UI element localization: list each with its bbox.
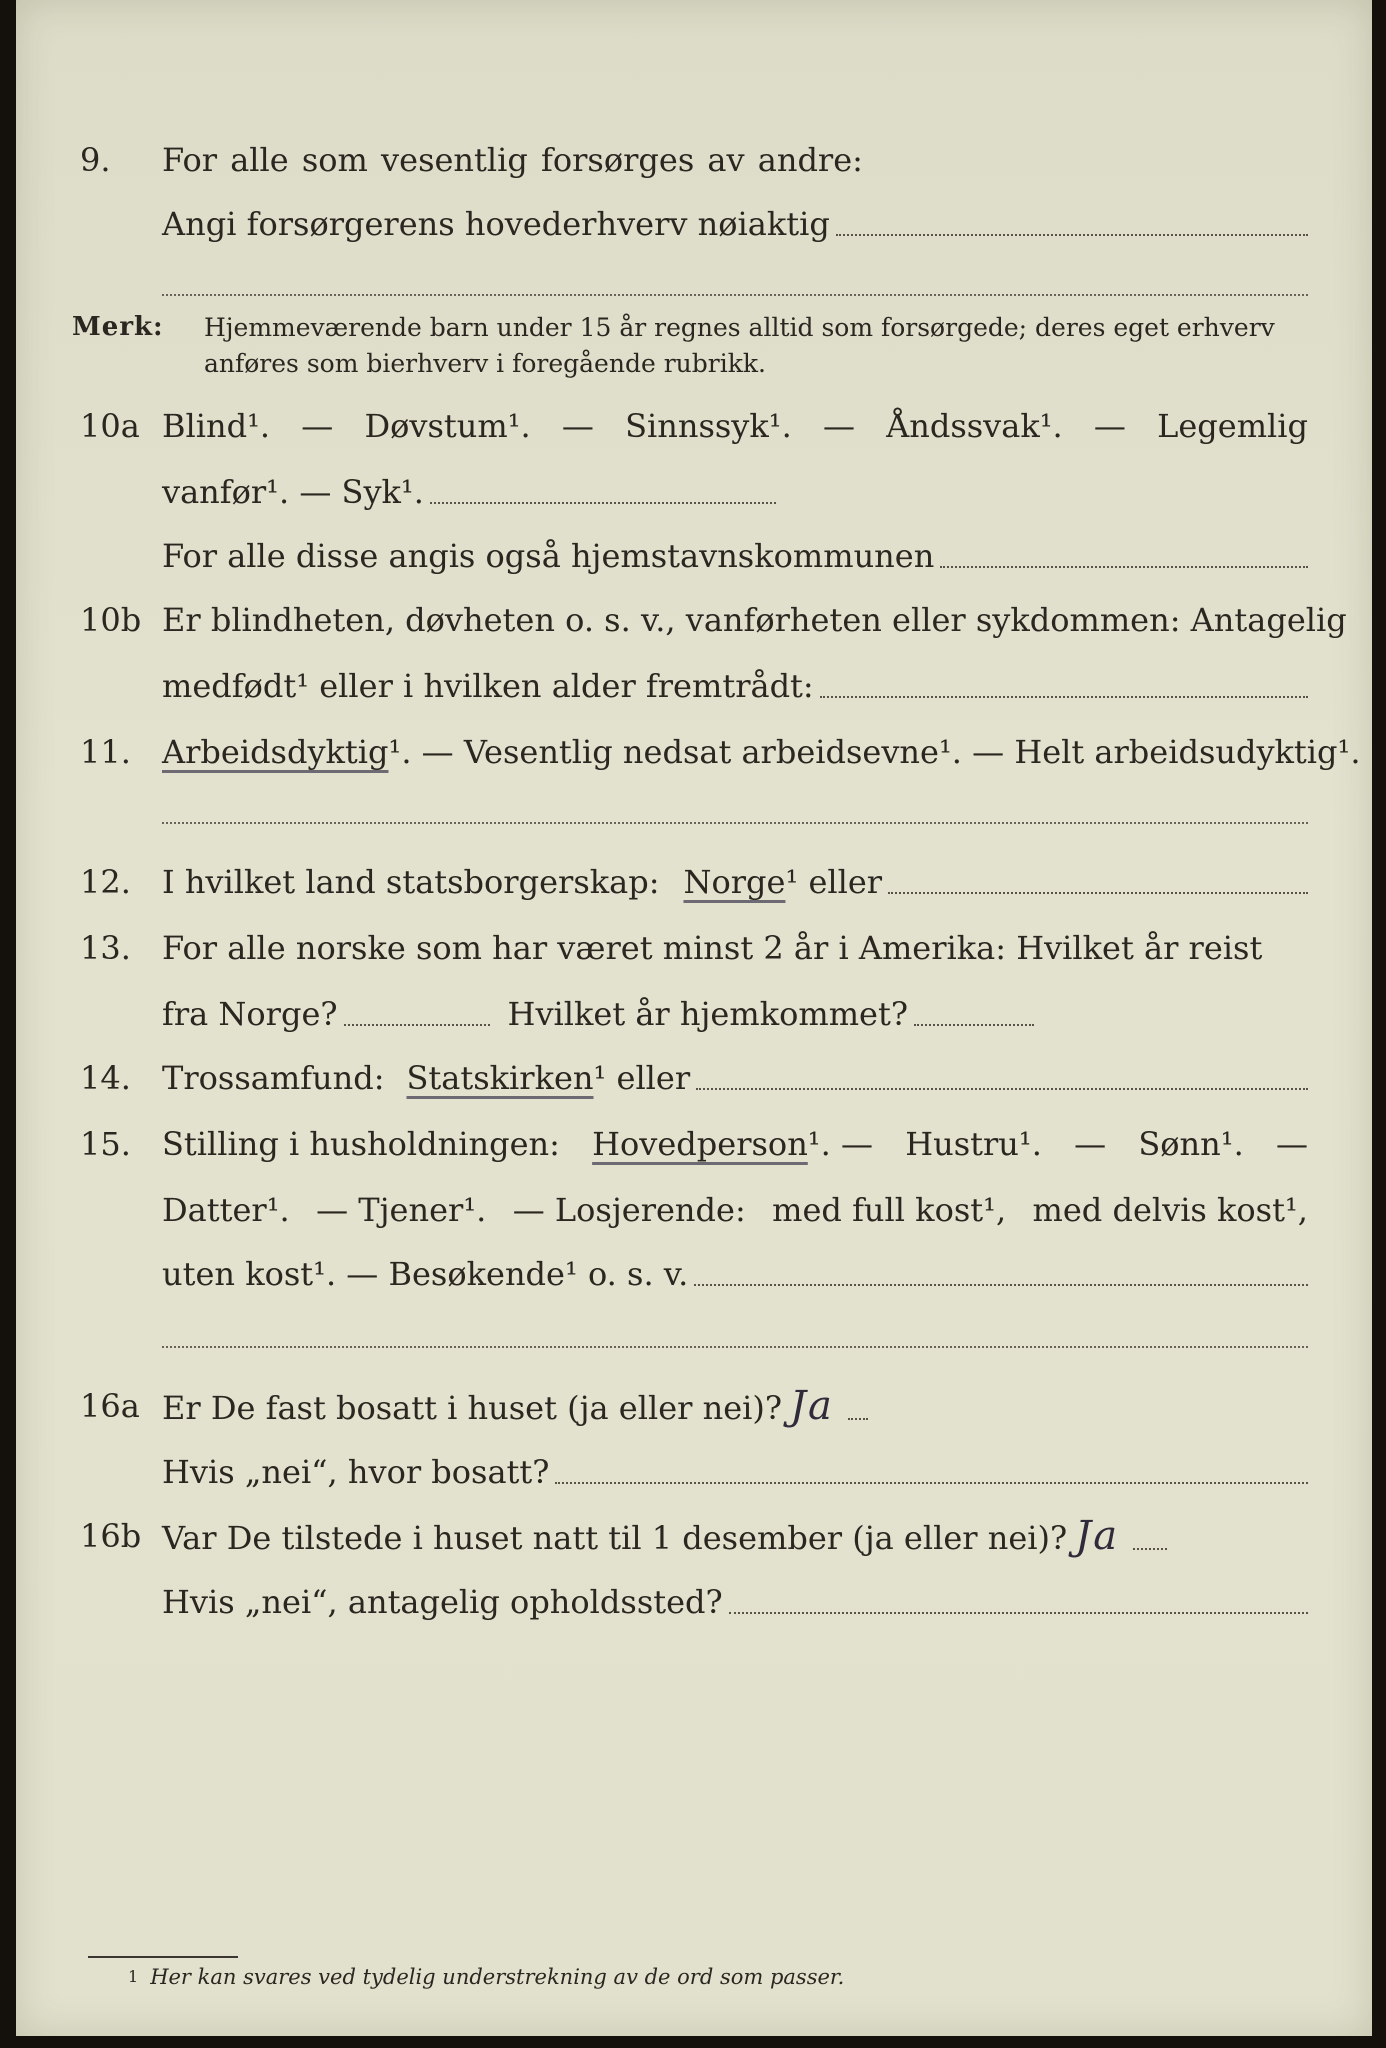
answer-line[interactable] [162,820,1308,824]
handwritten-answer[interactable]: Ja [790,1383,834,1429]
answer-line[interactable] [940,565,1308,568]
question-15-line-3 [16,1254,1372,1294]
question-text: Angi forsørgerens hovederhverv nøiaktig [162,205,830,243]
option-statskirken-underlined [407,1058,594,1098]
question-9 [16,140,1372,180]
question-10b [16,600,1372,640]
dash: — [1275,1125,1308,1163]
answer-line[interactable] [848,1417,868,1420]
question-text: Hvilket år hjemkommet? [507,995,908,1033]
question-number: 10b [80,601,142,639]
question-number: 9. [80,141,111,179]
question-text: Stilling i husholdningen: [162,1125,560,1163]
answer-line[interactable] [430,501,776,504]
answer-line[interactable] [344,1023,490,1026]
question-number: 14. [80,1059,131,1097]
answer-line[interactable] [820,695,1308,698]
answer-line[interactable] [555,1481,1308,1484]
question-12 [16,862,1372,902]
question-10a-line-2 [16,472,1372,512]
question-text: ¹ eller [593,1059,691,1097]
note-text: Hjemmeværende barn under 15 år regnes alltid som forsørgede; deres eget erhverv anføres som bierhverv i foregående rubrikk. [204,313,1275,378]
answer-line[interactable] [694,1283,1308,1286]
option-norge-underlined [683,862,785,902]
question-text: Var De tilstede i huset natt til 1 desember (ja eller nei)? [162,1519,1068,1557]
answer-line[interactable] [162,292,1308,296]
question-13-line-2 [16,994,1372,1034]
question-text: medfødt¹ eller i hvilken alder fremtrådt: [162,667,814,705]
option-sinnssyk: Sinnssyk¹. [625,407,792,445]
question-15-line-2 [16,1190,1372,1230]
census-form-page [16,0,1372,2036]
answer-line[interactable] [729,1611,1308,1614]
question-text: For alle disse angis også hjemstavnskommunen [162,537,935,575]
question-text: For alle som vesentlig forsørges av andre: [162,141,863,179]
question-11 [16,732,1372,772]
answer-line[interactable] [836,233,1308,236]
question-16a-line-2 [16,1452,1372,1492]
option-blind: Blind¹. [162,407,271,445]
footnote-mark: 1 [128,1967,139,1986]
option-datter: Datter¹. [162,1191,290,1229]
question-text: Er De fast bosatt i huset (ja eller nei)? [162,1389,783,1427]
answer-line[interactable] [914,1023,1034,1026]
question-number: 15. [80,1125,131,1163]
question-text: uten kost¹. — Besøkende¹ o. s. v. [162,1255,689,1293]
footnote [128,1962,844,1994]
answer-line[interactable] [162,1344,1308,1348]
option-hovedperson-underlined[interactable]: Hovedperson [592,1125,808,1163]
question-10a-line-3 [16,536,1372,576]
option-legemlig: Legemlig [1157,407,1308,445]
option-sonn: Sønn¹. [1138,1125,1244,1163]
question-14 [16,1058,1372,1098]
dash: — [1074,1125,1107,1163]
dash: — [561,407,594,445]
question-10a [16,406,1372,446]
footnote-text: Her kan svares ved tydelig understrekning av de ord som passer. [150,1965,845,1989]
option-label[interactable]: Statskirken [406,1059,594,1097]
question-9-line-2 [16,204,1372,244]
question-text: Er blindheten, døvheten o. s. v., vanførheten eller sykdommen: Antagelig [162,601,1347,639]
question-number: 11. [80,733,131,771]
dash: — [822,407,855,445]
question-13 [16,928,1372,968]
question-text: ¹ eller [785,863,883,901]
question-text: I hvilket land statsborgerskap: [162,863,660,901]
question-text: ¹. — [807,1125,873,1163]
question-10b-line-2 [16,666,1372,706]
question-text: ¹. — Vesentlig nedsat arbeidsevne¹. — Helt arbeidsudyktig¹. [388,733,1361,771]
question-number: 13. [80,929,131,967]
option-hustru: Hustru¹. [905,1125,1042,1163]
answer-line[interactable] [888,891,1308,894]
footnote-rule [88,1956,238,1958]
question-16b-line-2 [16,1582,1372,1622]
answer-line[interactable] [696,1087,1308,1090]
option-delvis-kost: med delvis kost¹, [1032,1191,1308,1229]
question-number: 16b [80,1517,142,1555]
option-full-kost: med full kost¹, [772,1191,1007,1229]
question-text: Trossamfund: [162,1059,385,1097]
option-dovstum: Døvstum¹. [364,407,531,445]
option-label[interactable]: Norge [683,863,786,901]
option-tjener: — Tjener¹. [316,1191,487,1229]
dash: — [1093,407,1126,445]
question-15 [16,1124,1372,1164]
answer-line[interactable] [1133,1547,1167,1550]
handwritten-answer[interactable]: Ja [1075,1513,1120,1559]
option-andssvak: Åndssvak¹. [886,407,1063,445]
note-label: Merk: [72,312,164,342]
question-16a [16,1383,1372,1429]
dash: — [301,407,334,445]
question-text: Hvis „nei“, antagelig opholdssted? [162,1583,723,1621]
question-number: 10a [80,407,140,445]
question-16b [16,1513,1372,1559]
option-arbeidsdyktig-underlined[interactable]: Arbeidsdyktig [162,733,389,771]
question-text: Hvis „nei“, hvor bosatt? [162,1453,550,1491]
question-number: 12. [80,863,131,901]
question-number: 16a [80,1387,140,1425]
question-text: vanfør¹. — Syk¹. [162,473,424,511]
option-losjerende: — Losjerende: [512,1191,746,1229]
question-text: For alle norske som har været minst 2 år i Amerika: Hvilket år reist [162,929,1263,967]
question-text: fra Norge? [162,995,338,1033]
